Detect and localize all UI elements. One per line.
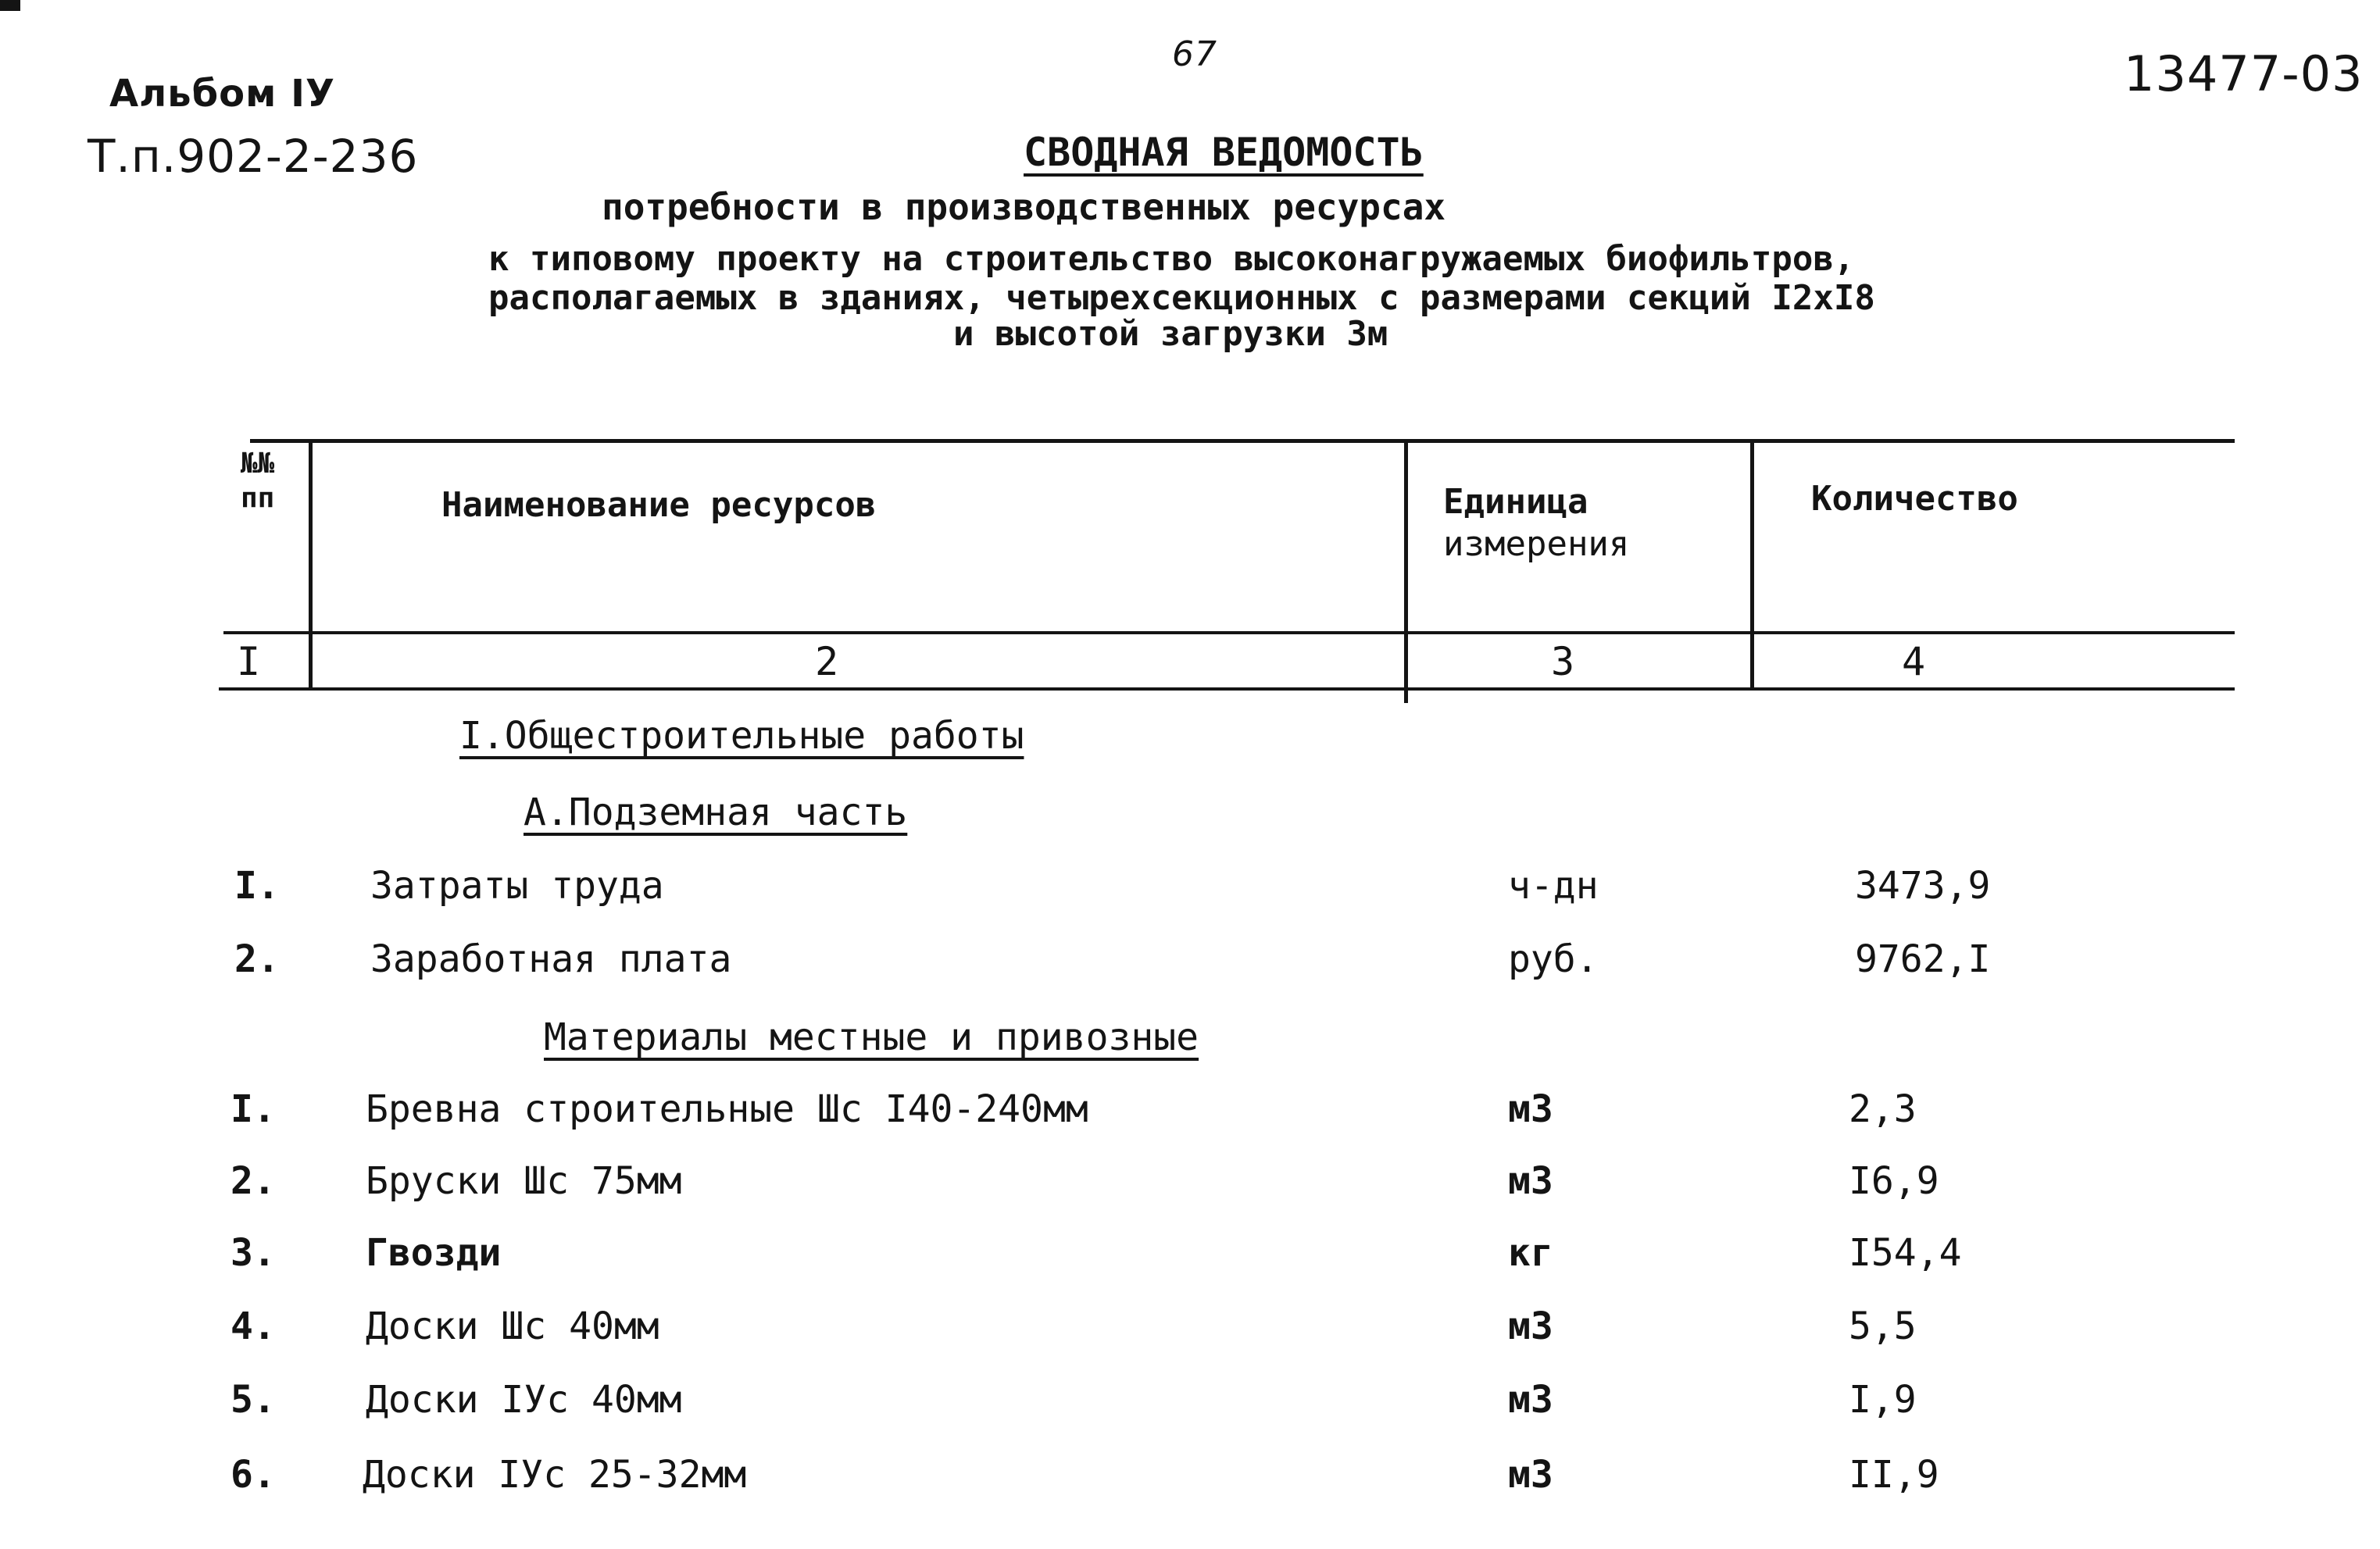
row-name: Заработная плата bbox=[370, 937, 732, 981]
row-quantity: I6,9 bbox=[1849, 1159, 1939, 1203]
header-col4: Количество bbox=[1811, 479, 2018, 519]
row-number: 2. bbox=[234, 937, 280, 981]
page-number-dash-right bbox=[0, 5, 20, 11]
row-name: Доски IУс 25-32мм bbox=[363, 1453, 747, 1497]
page-number: 67 bbox=[1172, 34, 1217, 74]
table-divider-2 bbox=[1404, 442, 1408, 703]
row-name: Бревна строительные Шс I40-240мм bbox=[366, 1087, 1088, 1131]
subtitle-line-2: к типовому проекту на строительство высоконагружаемых биофильтров, bbox=[488, 239, 1855, 279]
table-top-rule bbox=[250, 439, 2235, 443]
row-name: Гвозди bbox=[366, 1231, 502, 1275]
row-unit: ч-дн bbox=[1508, 864, 1599, 908]
column-number-4: 4 bbox=[1902, 639, 1926, 684]
row-number: 6. bbox=[230, 1453, 276, 1497]
row-number: 5. bbox=[230, 1378, 276, 1422]
header-col1-line2: пп bbox=[241, 482, 275, 514]
series-label: Т.п.902-2-236 bbox=[88, 130, 419, 183]
row-name: Бруски Шс 75мм bbox=[366, 1159, 682, 1203]
document-number: 13477-03 bbox=[2124, 45, 2364, 102]
section-heading-general-works: I.Общестроительные работы bbox=[459, 714, 1024, 758]
album-label: Альбом IУ bbox=[109, 72, 335, 116]
row-number: I. bbox=[230, 1087, 276, 1131]
section-heading-materials: Материалы местные и привозные bbox=[544, 1015, 1199, 1059]
row-name: Доски Шс 40мм bbox=[366, 1305, 659, 1348]
row-number: I. bbox=[234, 864, 280, 908]
header-col1 bbox=[241, 447, 274, 516]
section-heading-underground: А.Подземная часть bbox=[524, 791, 908, 834]
row-number: 3. bbox=[230, 1231, 276, 1275]
header-col3-line2: измерения bbox=[1443, 524, 1630, 564]
row-unit: кг bbox=[1508, 1231, 1553, 1275]
row-unit: м3 bbox=[1508, 1378, 1553, 1422]
column-number-3: 3 bbox=[1551, 639, 1575, 684]
subtitle-line-1: потребности в производственных ресурсах bbox=[602, 186, 1446, 228]
subtitle-line-3: располагаемых в зданиях, четырехсекционных с размерами секций I2xI8 bbox=[488, 278, 1875, 318]
table-divider-3 bbox=[1750, 442, 1754, 689]
row-number: 2. bbox=[230, 1159, 276, 1203]
table-divider-1 bbox=[309, 442, 313, 689]
header-col3 bbox=[1443, 481, 1629, 566]
header-col2: Наименование ресурсов bbox=[441, 485, 877, 525]
row-quantity: 5,5 bbox=[1849, 1305, 1917, 1348]
subtitle-line-4: и высотой загрузки 3м bbox=[953, 314, 1388, 354]
column-number-2: 2 bbox=[815, 639, 839, 684]
row-quantity: 2,3 bbox=[1849, 1087, 1917, 1131]
table-column-number-rule bbox=[219, 687, 2235, 691]
row-quantity: I54,4 bbox=[1849, 1231, 1962, 1275]
row-number: 4. bbox=[230, 1305, 276, 1348]
row-unit: руб. bbox=[1508, 937, 1599, 981]
row-quantity: II,9 bbox=[1849, 1453, 1939, 1497]
row-quantity: 9762,I bbox=[1855, 937, 1991, 981]
row-quantity: 3473,9 bbox=[1855, 864, 1991, 908]
column-number-1: I bbox=[237, 639, 261, 684]
row-quantity: I,9 bbox=[1849, 1378, 1917, 1422]
table-header-rule bbox=[223, 631, 2235, 634]
row-unit: м3 bbox=[1508, 1159, 1553, 1203]
header-col1-line1: №№ bbox=[241, 448, 275, 480]
document-title: СВОДНАЯ ВЕДОМОСТЬ bbox=[1024, 130, 1424, 175]
row-name: Затраты труда bbox=[370, 864, 664, 908]
row-unit: м3 bbox=[1508, 1453, 1553, 1497]
row-unit: м3 bbox=[1508, 1087, 1553, 1131]
header-col3-line1: Единица bbox=[1443, 482, 1588, 522]
page-number-dash-left bbox=[0, 0, 20, 5]
row-unit: м3 bbox=[1508, 1305, 1553, 1348]
row-name: Доски IУс 40мм bbox=[366, 1378, 682, 1422]
